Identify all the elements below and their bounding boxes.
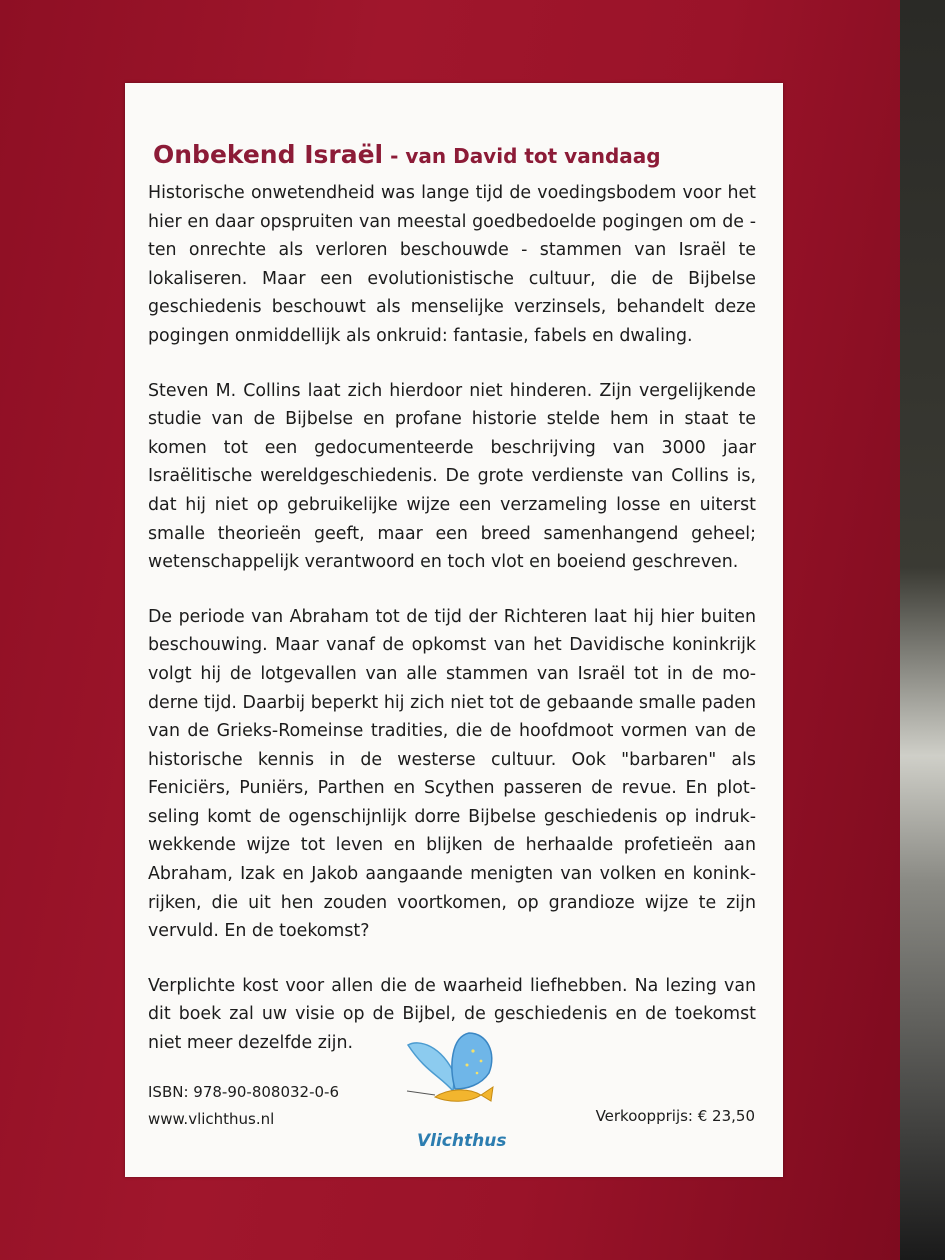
title-subtitle: - van David tot vandaag — [383, 144, 661, 168]
background-edge — [900, 0, 945, 1260]
blurb-paragraph: De periode van Abraham tot de tijd der Richteren laat hij hier buiten beschouwing. Maar vanaf de opkomst van het Davidische koninkrijk volgt hij de lotgevallen van alle stammen van Israël tot in de moderne tijd. Daarbij beperkt hij zich niet tot de gebaande smalle paden van de Grieks-Romeinse tradities, die de hoofdmoot vormen van de historische kennis in de westerse cultuur. Ook "barbaren" als Feniciërs, Puniërs, Parthen en Scythen passeren de revue. En plotseling komt de ogenschijnlijk dorre Bijbelse geschiedenis op indrukwekkende wijze tot leven en blijken de herhaalde profetieën aan Abraham, Izak en Jakob aangaande menigten van volken en koninkrijken, die uit hen zouden voortkomen, op grandioze wijze te zijn vervuld. En de toekomst? — [148, 606, 756, 942]
title-main: Onbekend Israël — [153, 140, 384, 169]
blurb-paragraph: Historische onwetendheid was lange tijd de voedingsbodem voor het hier en daar opspruiten van meestal goedbedoelde pogingen om de - ten onrechte als verloren beschouwde - stammen van Israël te lokaliseren. Maar een evolutionistische cultuur, die de Bijbelse geschiedenis beschouwt als menselijke verzinsels, behandelt deze pogingen onmiddellijk als onkruid: fantasie, fabels en dwaling. — [148, 183, 756, 346]
price: Verkoopprijs: € 23,50 — [595, 1107, 755, 1125]
website-link: www.vlichthus.nl — [148, 1110, 275, 1128]
blurb — [148, 179, 756, 1084]
butterfly-fish-logo-icon — [405, 1031, 505, 1111]
isbn: ISBN: 978-90-808032-0-6 — [148, 1083, 339, 1101]
book-title — [153, 133, 661, 171]
blurb-paragraph: Verplichte kost voor allen die de waarheid liefhebben. Na lezing van dit boek zal uw visie op de Bijbel, de geschiedenis en de toekomst niet meer dezelfde zijn. — [148, 975, 756, 1054]
back-cover-label — [125, 83, 783, 1177]
blurb-paragraph: Steven M. Collins laat zich hierdoor niet hinderen. Zijn vergelijkende studie van de Bijbelse en profane historie stelde hem in staat te komen tot een gedocumenteerde beschrijving van 3000 jaar Israëlitische wereldgeschiedenis. De grote verdienste van Collins is, dat hij niet op gebruikelijke wijze een verzameling losse en uiterst smalle theorieën geeft, maar een breed samenhangend geheel; wetenschappelijk verantwoord en toch vlot en boeiend geschreven. — [148, 380, 756, 573]
publisher-name: Vlichthus — [417, 1131, 507, 1151]
